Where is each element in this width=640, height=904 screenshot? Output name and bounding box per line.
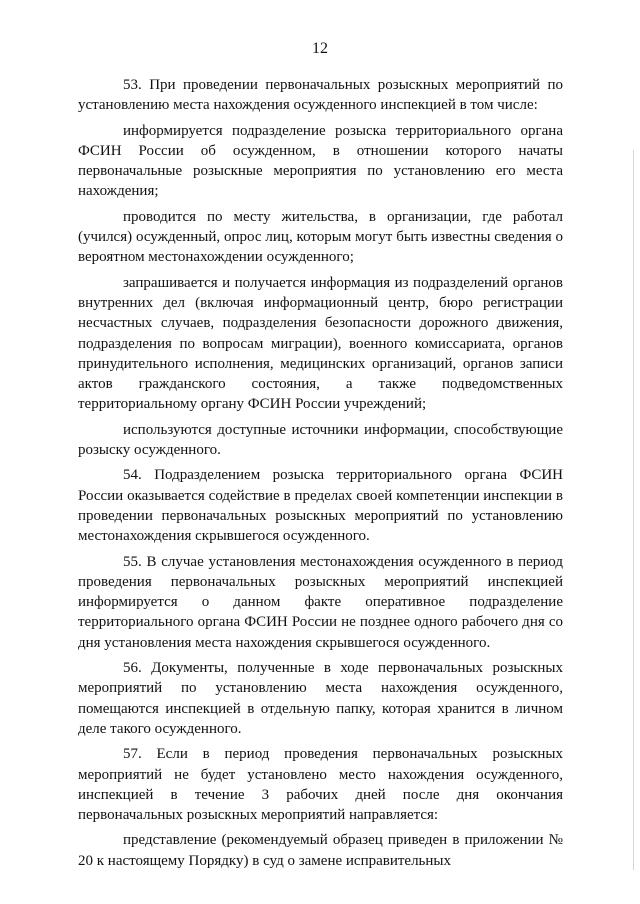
paragraph-54: 54. Подразделением розыска территориального органа ФСИН России оказывается содействие в пределах своей компетенции инспекции в проведении первоначальных розыскных мероприятий по установлению местонахождения скрывшегося осужденного.	[78, 467, 563, 545]
paragraph-56: 56. Документы, полученные в ходе первоначальных розыскных мероприятий по установлению места нахождения осужденного, помещаются инспекцией в отдельную папку, которая хранится в личном деле такого осужденного.	[78, 660, 563, 737]
paragraph-53-item-sources: используются доступные источники информации, способствующие розыску осужденного.	[78, 421, 563, 459]
document-body	[78, 75, 563, 871]
paragraph-55: 55. В случае установления местонахождения осужденного в период проведения первоначальных розыскных мероприятий инспекцией информируется о данном факте оперативное подразделение территориального органа ФСИН России не позднее одного рабочего дня со дня установления места нахождения скрывшегося осужденного.	[78, 553, 563, 651]
page-number: 12	[312, 40, 328, 57]
scan-edge-line	[633, 150, 634, 870]
paragraph-57-item-submission: представление (рекомендуемый образец приведен в приложении № 20 к настоящему Порядку) в суд о замене исправительных	[78, 832, 563, 869]
paragraph-53-item-inform: информируется подразделение розыска территориального органа ФСИН России об осужденном, в отношении которого начаты первоначальные розыскные мероприятия по установлению его места нахождения;	[78, 122, 563, 200]
paragraph-57: 57. Если в период проведения первоначальных розыскных мероприятий не будет установлено место нахождения осужденного, инспекцией в течение 3 рабочих дней после дня окончания первоначальных розыскных мероприятий направляется:	[78, 746, 563, 824]
paragraph-53: 53. При проведении первоначальных розыскных мероприятий по установлению места нахождения осужденного инспекцией в том числе:	[78, 77, 563, 114]
paragraph-53-item-request: запрашивается и получается информация из подразделений органов внутренних дел (включая информационный центр, бюро регистрации несчастных случаев, подразделения безопасности дорожного движения, подразделения по вопросам миграции), военного комиссариата, органов принудительного исполнения, медицинских организаций, органов записи актов гражданского состояния, а также подведомственных территориальному органу ФСИН России учреждений;	[78, 274, 563, 413]
paragraph-53-item-survey: проводится по месту жительства, в организации, где работал (учился) осужденный, опрос лиц, которым могут быть известны сведения о вероятном местонахождении осужденного;	[78, 208, 563, 266]
